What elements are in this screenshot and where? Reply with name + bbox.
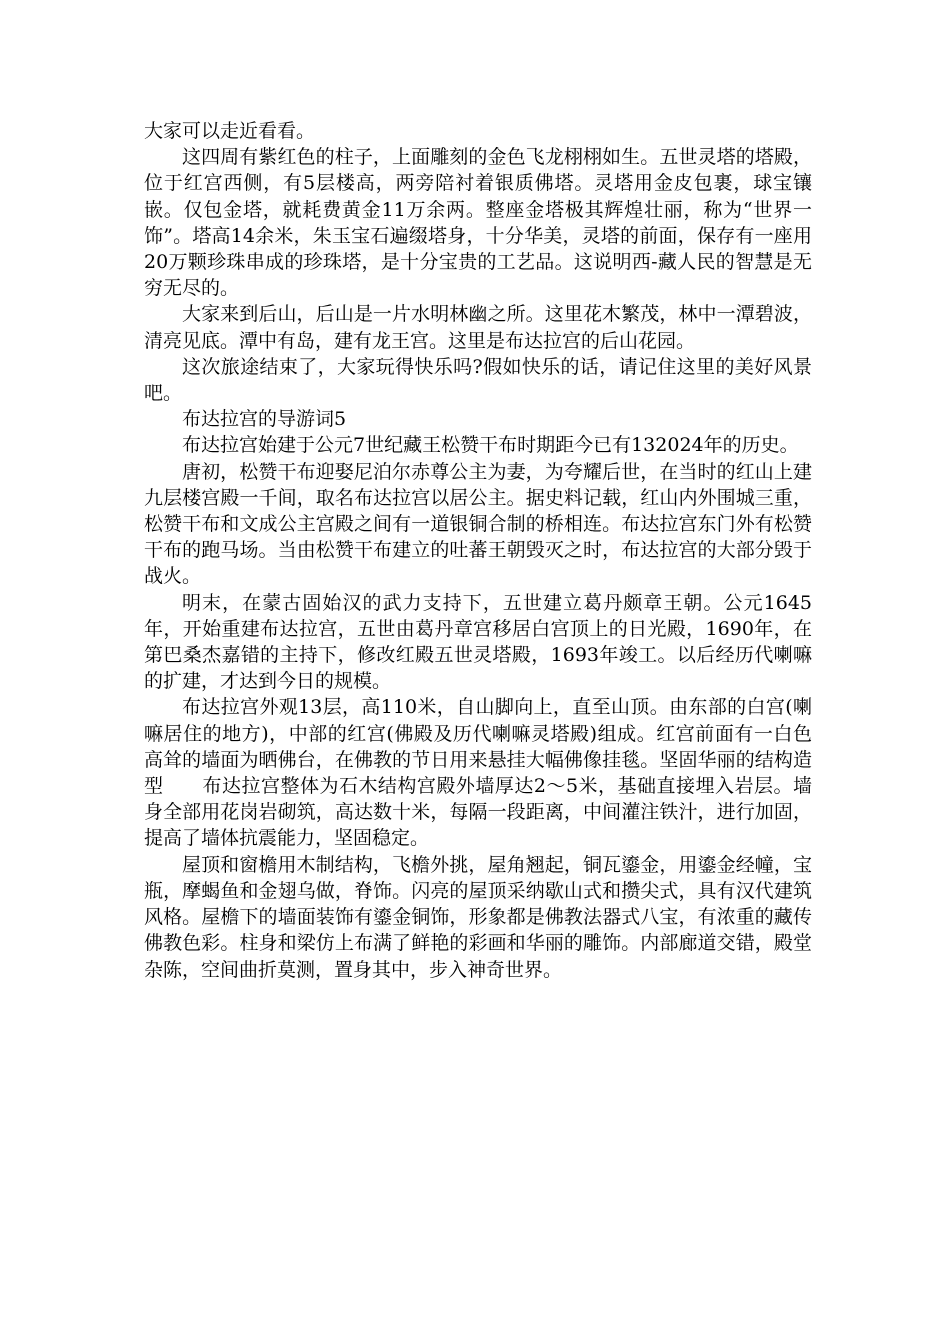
section-title: 布达拉宫的导游词5 (182, 408, 347, 431)
document-page (144, 118, 812, 983)
paragraph-tang-dynasty: 唐初，松赞干布迎娶尼泊尔赤尊公主为妻，为夸耀后世，在当时的红山上建九层楼宫殿一千间，取名布达拉宫以居公主。据史料记载，红山内外围城三重，松赞干布和文成公主宫殿之间有一道银铜合制的桥相连。布达拉宫东门外有松赞干布的跑马场。当由松赞干布建立的吐蕃王朝毁灭之时，布达拉宫的大部分毁于战火。 (144, 460, 812, 588)
paragraph-founding: 布达拉宫始建于公元7世纪藏王松赞干布时期距今已有132024年的历史。 (182, 434, 799, 457)
paragraph-continuation: 大家可以走近看看。 (144, 120, 316, 142)
paragraph-back-garden: 大家来到后山，后山是一片水明林幽之所。这里花木繁茂，林中一潭碧波，清亮见底。潭中有岛，建有龙王宫。这里是布达拉宫的后山花园。 (144, 303, 812, 352)
paragraph-pagoda-hall: 这四周有紫红色的柱子，上面雕刻的金色飞龙栩栩如生。五世灵塔的塔殿，位于红宫西侧，有5层楼高，两旁陪衬着银质佛塔。灵塔用金皮包裹，球宝镶嵌。仅包金塔，就耗费黄金11万余两。整座金塔极其辉煌壮丽，称为“世界一饰”。塔高14余米，朱玉宝石遍缀塔身，十分华美，灵塔的前面，保存有一座用20万颗珍珠串成的珍珠塔，是十分宝贵的工艺品。这说明西-藏人民的智慧是无穷无尽的。 (144, 146, 812, 300)
paragraph-roof: 屋顶和窗檐用木制结构，飞檐外挑，屋角翘起，铜瓦鎏金，用鎏金经幢，宝瓶，摩蝎鱼和金翅乌做，脊饰。闪亮的屋顶采纳歇山式和攒尖式，具有汉代建筑风格。屋檐下的墙面装饰有鎏金铜饰，形象都是佛教法器式八宝，有浓重的藏传佛教色彩。柱身和梁仿上布满了鲜艳的彩画和华丽的雕饰。内部廊道交错，殿堂杂陈，空间曲折莫测，置身其中，步入神奇世界。 (144, 853, 812, 981)
paragraph-exterior: 布达拉宫外观13层，高110米，自山脚向上，直至山顶。由东部的白宫(喇嘛居住的地方)，中部的红宫(佛殿及历代喇嘛灵塔殿)组成。红宫前面有一白色高耸的墙面为晒佛台，在佛教的节日用来悬挂大幅佛像挂毯。坚固华丽的结构造型 布达拉宫整体为石木结构宫殿外墙厚达2～5米，基础直接埋入岩层。墙身全部用花岗岩砌筑，高达数十米，每隔一段距离，中间灌注铁汁，进行加固，提高了墙体抗震能力，坚固稳定。 (144, 696, 812, 850)
paragraph-ming-dynasty: 明末，在蒙古固始汉的武力支持下，五世建立葛丹颇章王朝。公元1645年，开始重建布达拉宫，五世由葛丹章宫移居白宫顶上的日光殿，1690年，在第巴桑杰嘉错的主持下，修改红殿五世灵塔殿，1693年竣工。以后经历代喇嘛的扩建，才达到今日的规模。 (144, 591, 812, 693)
paragraph-trip-end: 这次旅途结束了，大家玩得快乐吗?假如快乐的话，请记住这里的美好风景吧。 (144, 355, 812, 405)
